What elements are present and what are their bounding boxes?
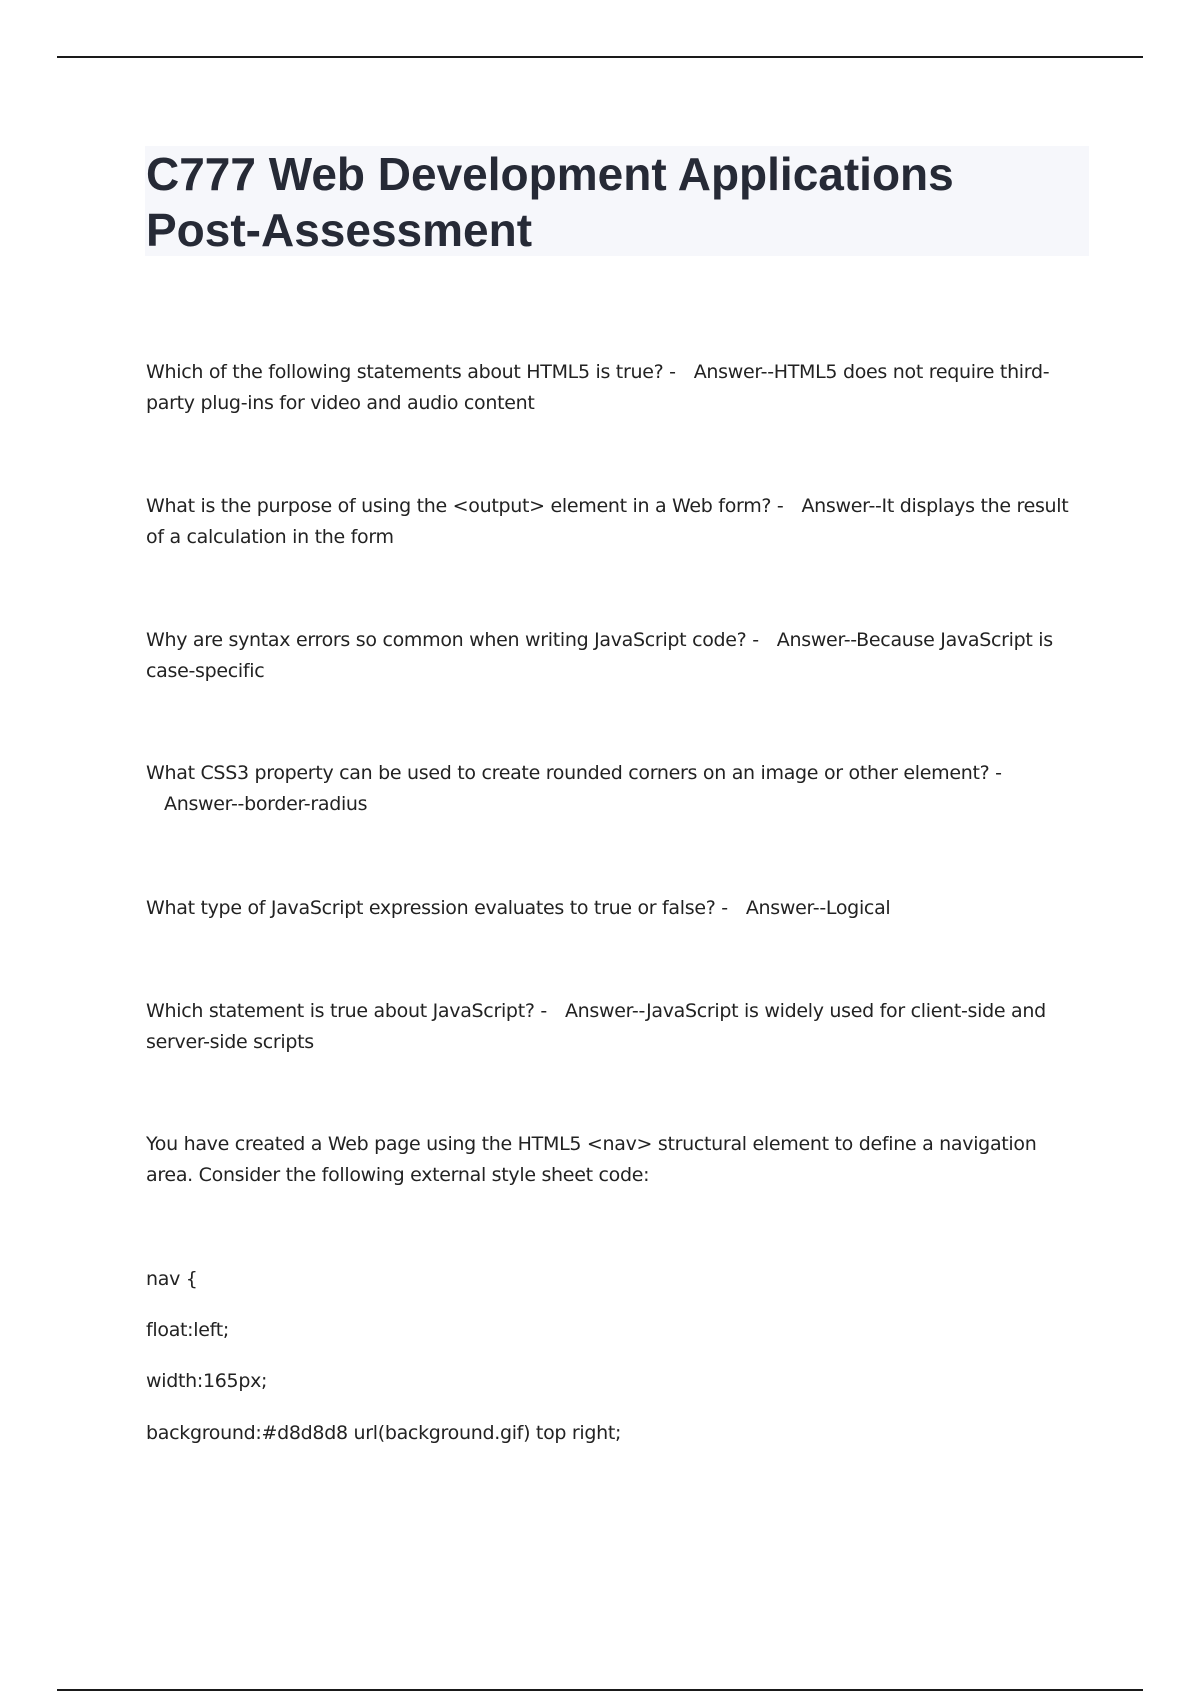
code-line: background:#d8d8d8 url(background.gif) top right; [146,1422,622,1444]
scenario-intro [146,1129,1086,1191]
answer-text: Answer--JavaScript is widely used for client-side and server-side scripts [146,1000,1046,1053]
scenario-text: You have created a Web page using the HTML5 <nav> structural element to define a navigation area. Consider the following external style sheet code: [146,1133,1037,1186]
question-text: What type of JavaScript expression evaluates to true or false? - [146,897,728,919]
answer-text: Answer--HTML5 does not require third-party plug-ins for video and audio content [146,361,1050,414]
question-text: What is the purpose of using the <output> element in a Web form? - [146,495,784,517]
title-line-1: C777 Web Development Applications [146,148,954,200]
qa-item-6 [146,996,1086,1058]
top-rule [57,56,1143,58]
question-text: What CSS3 property can be used to create rounded corners on an image or other element? - [146,762,1002,784]
code-line: float:left; [146,1319,229,1341]
qa-item-4 [146,758,1086,820]
code-line: nav { [146,1268,198,1290]
question-text: Why are syntax errors so common when writing JavaScript code? - [146,629,759,651]
answer-text: Answer--It displays the result of a calculation in the form [146,495,1069,548]
qa-item-3 [146,625,1086,687]
page-title [146,146,1086,258]
bottom-rule [57,1689,1143,1691]
title-line-2: Post-Assessment [146,204,533,256]
answer-text: Answer--Logical [745,897,891,919]
qa-item-5 [146,893,1086,924]
answer-text: Answer--border-radius [164,793,368,815]
code-line: width:165px; [146,1370,268,1392]
question-text: Which of the following statements about HTML5 is true? - [146,361,676,383]
question-text: Which statement is true about JavaScript? - [146,1000,547,1022]
qa-item-1 [146,357,1086,419]
qa-item-2 [146,491,1086,553]
answer-text: Answer--Because JavaScript is case-specific [146,629,1053,682]
